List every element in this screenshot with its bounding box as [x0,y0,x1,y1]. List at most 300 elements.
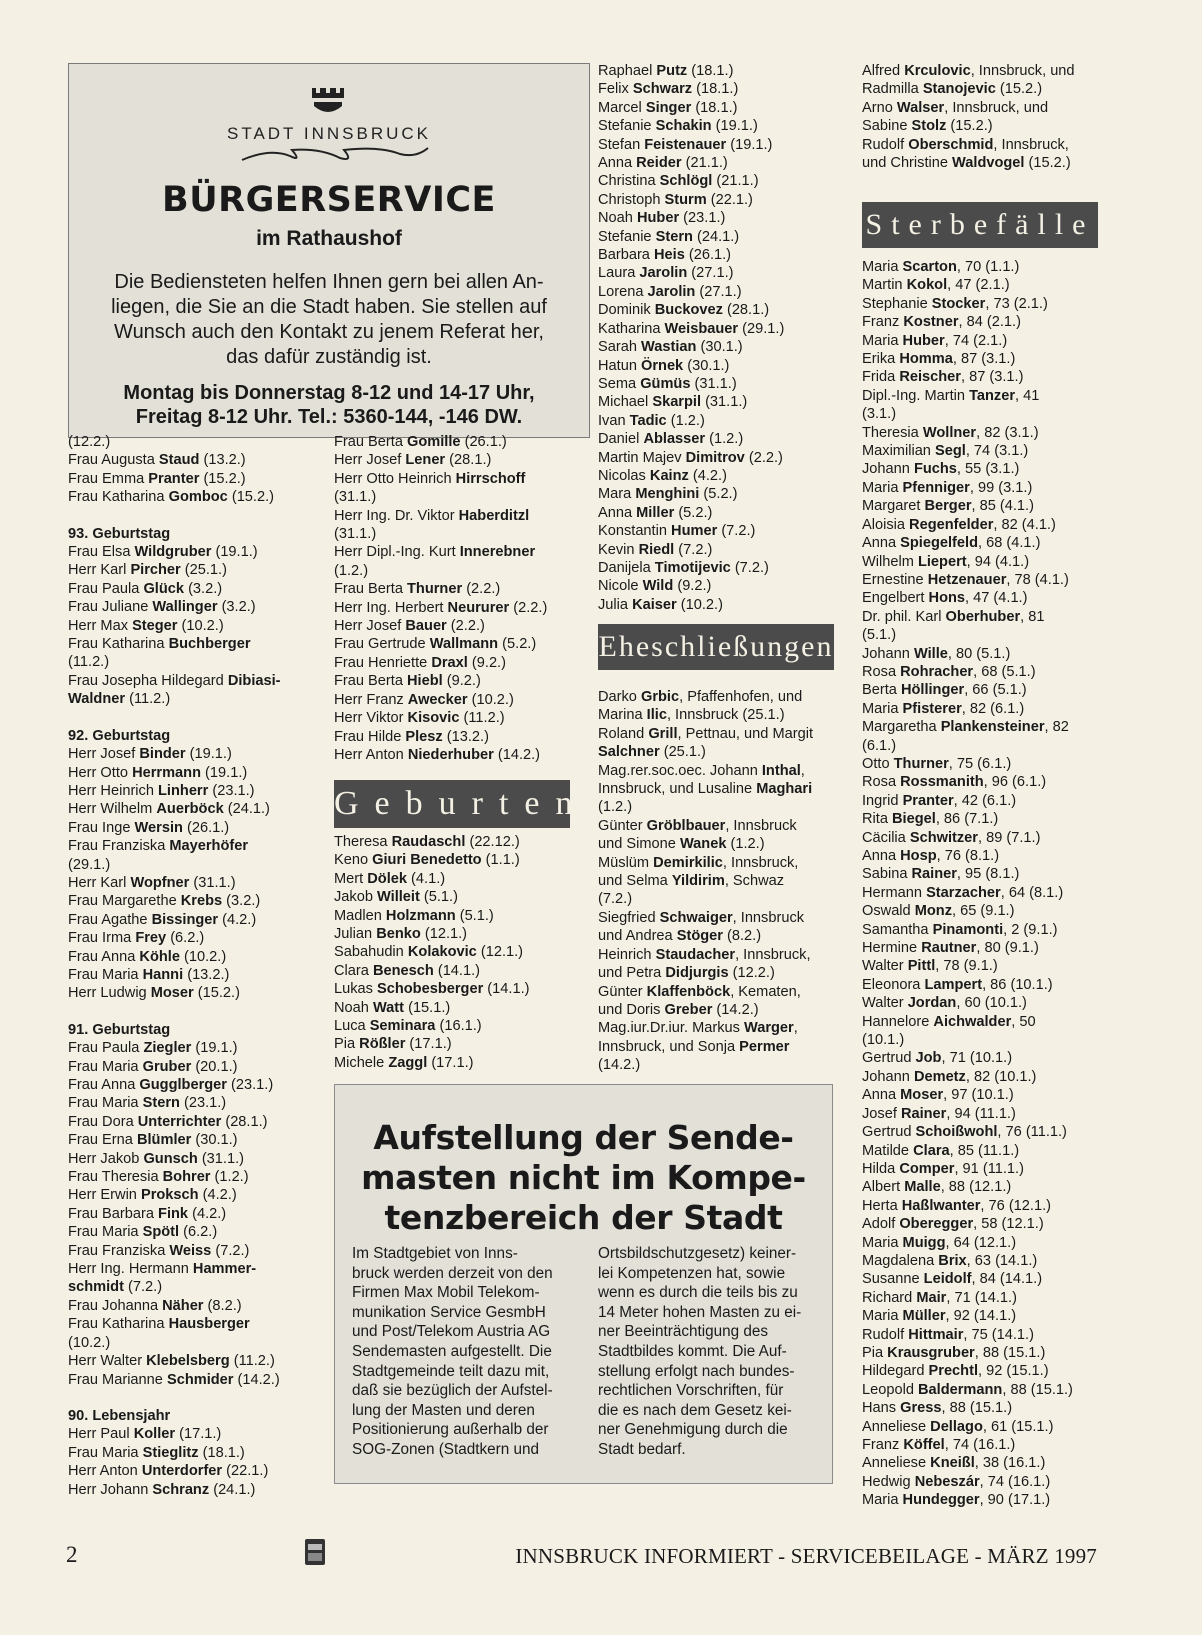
detail: Dominik [598,302,655,319]
detail: Lukas [334,981,377,998]
detail: , 82 (3.1.) [976,424,1039,441]
detail: (15.2.) [199,470,246,487]
list-item [598,1056,813,1074]
surname: Stern [142,1095,180,1112]
surname: Job [915,1050,942,1067]
detail: Hans [862,1400,901,1417]
list-item [68,1481,281,1499]
detail: , 82 [1044,719,1069,736]
list-item [598,541,784,559]
surname: Aichwalder [933,1013,1012,1030]
detail: (15.1.) [404,999,451,1016]
list-item [334,980,529,998]
detail: Leopold [862,1381,918,1398]
detail: (6.2.) [179,1224,218,1241]
detail: Herr Josef [334,452,406,469]
article-line: lei Kompetenzen hat, sowie [598,1264,786,1282]
city-crest-logo-icon [304,1538,326,1566]
list-item [862,865,1073,883]
article-line: ner Genehmigung durch die [598,1421,788,1439]
detail: (7.2.) [123,1279,163,1296]
detail: Stefanie [598,228,656,245]
surname: Hammer- [192,1261,257,1278]
list-item [68,1315,281,1333]
detail: (7.2.) [211,1242,250,1259]
surname: Plesz [405,728,443,745]
detail: Lorena [598,283,648,300]
surname: Regenfelder [909,516,994,533]
surname: Plankensteiner [940,719,1045,736]
detail: , 88 (15.1.) [941,1400,1013,1417]
article-line: die es nach dem Gesetz kei- [598,1401,792,1419]
detail: Frau Katharina [68,636,169,653]
detail: (24.1.) [692,228,740,245]
surname: Müller [902,1308,946,1325]
detail: Frau Berta [334,673,407,690]
surname: Rainer [900,1105,947,1122]
detail: (30.1.) [696,339,743,356]
detail: (1.2.) [210,1169,249,1186]
births-list [334,833,529,1072]
list-item [68,727,281,745]
detail: Anneliese [862,1455,931,1472]
detail: (19.1.) [211,544,258,561]
detail: Herr Franz [334,691,408,708]
list-item [862,810,1073,828]
list-item [862,737,1073,755]
surname: Prechtl [928,1363,979,1380]
detail: (31.1.) [197,1150,244,1167]
list-item [334,617,547,635]
detail: (4.2.) [218,911,257,928]
detail: (8.2.) [203,1297,242,1314]
list-item [68,1462,281,1480]
detail: , 64 (8.1.) [1000,884,1064,901]
detail: , 38 (16.1.) [974,1455,1046,1472]
surname: Feistenauer [644,136,727,153]
list-item [598,62,784,80]
detail: Dipl.-Ing. Martin [862,387,970,404]
surname: Scarton [902,259,957,275]
list-item [598,890,813,908]
detail: Darko [598,689,641,705]
list-item [862,957,1073,975]
publication-title: INNSBRUCK INFORMIERT - SERVICEBEILAGE - MÄRZ 1997 [515,1544,1097,1568]
detail: und Christine [862,155,953,172]
article-line: Sendemasten aufgestellt. Die [352,1342,552,1360]
surname: Köhle [139,948,180,965]
list-item [68,1058,281,1076]
detail: , 76 (11.1.) [997,1124,1067,1141]
list-item [862,154,1075,172]
detail: Anna [598,155,637,172]
surname: Leidolf [923,1271,972,1288]
list-item [598,872,813,890]
list-item [598,964,813,982]
detail: Susanne [862,1271,924,1288]
detail: Stephanie [862,295,932,312]
detail: (10.2.) [177,617,224,634]
detail: Frau Inge [68,819,135,836]
list-item [68,837,281,855]
list-item [862,645,1073,663]
detail: und Simone [598,836,680,853]
detail: (30.1.) [683,357,730,374]
list-item [68,433,281,451]
detail: (29.1.) [738,320,785,337]
surname: Dimitrov [685,449,745,466]
detail: Roland [598,725,649,742]
buergerservice-title: BÜRGERSERVICE [162,180,496,220]
detail: (14.2.) [598,1057,641,1074]
list-item [68,1242,281,1260]
list-item [334,907,529,925]
detail: (2.2.) [446,618,485,635]
detail: (30.1.) [191,1132,238,1149]
list-item [598,854,813,872]
list-item [862,516,1073,534]
detail: Johann [862,461,914,478]
detail: , 95 (8.1.) [956,866,1020,883]
detail: , 55 (3.1.) [956,461,1020,478]
list-item [862,350,1073,368]
article-line: Ortsbildschutzgesetz) keiner- [598,1245,797,1262]
detail: Sarah [598,339,641,356]
list-item [334,562,547,580]
surname: Moser [150,985,194,1002]
detail: Maria [862,332,903,349]
detail: Hilda [862,1160,900,1177]
surname: Wille [913,645,948,662]
detail: Alfred [862,63,905,79]
list-item [68,561,281,579]
detail: Johann [862,645,914,662]
list-item [68,1389,281,1407]
detail: Mag.iur.Dr.iur. Markus [598,1020,744,1037]
detail: (28.1.) [221,1113,268,1130]
article-line: Im Stadtgebiet von Inns- [352,1245,518,1262]
surname: Lampert [924,976,983,993]
surname: Baldermann [918,1381,1003,1398]
surname: Schwitzer [909,829,978,846]
surname: Hiebl [407,673,443,690]
surname: Ziegler [143,1040,192,1057]
list-item [598,577,784,595]
surname: Krebs [180,893,223,910]
article-text-right [598,1244,816,1460]
list-item [68,1407,281,1425]
surname: Rossmanith [900,774,984,791]
detail: , 74 (3.1.) [965,443,1029,460]
list-item [862,276,1073,294]
list-item [68,690,281,708]
surname: Kolakovic [407,944,477,961]
detail: (21.1.) [681,155,728,172]
detail: Frau Maria [68,1095,143,1112]
surname: Heis [653,247,685,264]
list-item [862,1252,1073,1270]
detail: Margaretha [862,719,941,736]
surname: Singer [645,99,692,116]
detail: Pia [334,1036,360,1053]
list-item [598,80,784,98]
detail: Herr Ing. Dr. Viktor [334,507,459,524]
list-item [68,709,281,727]
surname: Auerböck [156,801,224,818]
detail: Radmilla [862,81,923,98]
detail: , 64 (12.1.) [945,1234,1017,1251]
list-item [598,357,784,375]
detail: , 71 (14.1.) [946,1289,1017,1306]
list-item [334,580,547,598]
surname: Pranter [148,470,200,487]
detail: Hatun [598,357,641,374]
surname: Draxl [431,654,468,671]
surname: Hirrschoff [455,470,526,487]
surname: Niederhuber [407,746,494,763]
surname: Binder [139,746,186,763]
inn-wave-icon [240,144,430,166]
list-item [862,1270,1073,1288]
detail: Frau Berta [334,434,407,450]
detail: Anna [598,504,637,521]
list-item [68,1150,281,1168]
list-item [862,1178,1073,1196]
detail: Innsbruck, und Sonja [598,1038,740,1055]
detail: , 91 (11.1.) [954,1160,1024,1177]
detail: , 92 (14.1.) [945,1308,1017,1325]
list-item [862,589,1073,607]
surname: Demetz [913,1068,966,1085]
detail: Frau Paula [68,580,144,597]
surname: Mayerhöfer [169,838,249,855]
list-item [334,654,547,672]
detail: , Innsbruck [725,817,797,834]
detail: , 96 (6.1.) [983,774,1047,791]
surname: Muigg [902,1234,946,1251]
detail: Clara [334,962,373,979]
surname: Oberhuber [945,608,1021,625]
detail: (1.2.) [666,412,705,429]
surname: 91. Geburtstag [68,1021,171,1038]
marriages-list-col4 [862,62,1075,172]
surname: Benesch [372,962,434,979]
detail: Herr Jakob [68,1150,144,1167]
detail: (14.1.) [483,981,530,998]
surname: Watt [372,999,405,1016]
list-item [598,946,813,964]
detail: Frau Gertrude [334,636,430,653]
detail: (27.1.) [695,283,742,300]
list-item [68,1297,281,1315]
detail: , 88 (15.1.) [974,1344,1046,1361]
detail: (1.2.) [334,562,369,579]
list-item [334,833,529,851]
list-item [68,1113,281,1131]
surname: Jarolin [647,283,696,300]
surname: Schobesberger [377,981,484,998]
detail: (3.1.) [862,406,897,423]
detail: (11.2.) [68,654,110,671]
list-item [862,534,1073,552]
detail: Rita [862,811,893,828]
article-line: stellung erfolgt nach bundes- [598,1362,795,1380]
detail: Frau Anna [68,1077,140,1093]
list-item [68,745,281,763]
list-item [68,800,281,818]
surname: Reider [636,155,682,172]
list-item [68,1352,281,1370]
surname: Spötl [142,1224,180,1241]
detail: Frau Dora [68,1113,138,1130]
detail: (5.1.) [862,627,897,644]
detail: (19.1.) [185,746,232,763]
list-item [862,829,1073,847]
list-item [598,559,784,577]
list-item [862,497,1073,515]
detail: Herr Josef [68,746,140,763]
detail: , 70 (1.1.) [956,259,1020,275]
detail: Walter [862,995,908,1012]
detail: Christoph [598,191,665,208]
surname: Rainer [911,866,957,883]
surname: Dölek [367,870,407,887]
surname: Wallmann [429,636,499,653]
detail: Stefan [598,136,645,153]
list-item [862,663,1073,681]
detail: Rosa [862,774,901,791]
detail: Engelbert [862,590,929,607]
list-item [68,1444,281,1462]
list-item [334,709,547,727]
detail: (31.1.) [690,375,737,392]
surname: Steger [132,617,178,634]
detail: Herr Anton [68,1463,142,1480]
surname: Ablasser [643,431,706,448]
list-item [68,507,281,525]
list-item [862,1344,1073,1362]
detail: Rudolf [862,136,909,153]
detail: Matilde [862,1142,914,1159]
detail: (19.1.) [711,118,758,135]
detail: Maria [862,700,903,717]
detail: , 65 (9.1.) [952,903,1015,920]
detail: (12.1.) [476,944,524,961]
detail: , 75 (14.1.) [963,1326,1034,1343]
surname: Fink [158,1205,189,1222]
birthday-list-col2 [334,433,547,764]
detail: (31.1.) [334,489,377,506]
surname: Rautner [921,940,977,957]
list-item [862,700,1073,718]
list-item [862,117,1075,135]
surname: Oberschmid [908,136,994,153]
list-item [598,467,784,485]
list-item [598,264,784,282]
list-item [862,1436,1073,1454]
surname: Staudacher [655,946,736,963]
article-line: Firmen Max Mobil Telekom- [352,1284,540,1302]
surname: Schwaiger [659,909,733,926]
detail: Sabina [862,866,912,883]
list-item [598,1038,813,1056]
surname: Grbic [640,689,680,705]
list-item [862,62,1075,80]
detail: (3.2.) [217,599,256,616]
detail: (7.2.) [674,541,713,558]
list-item [598,209,784,227]
list-item [862,258,1073,276]
surname: Lener [405,452,446,469]
list-item [862,442,1073,460]
detail: Hermine [862,940,922,957]
detail: , 87 (3.1.) [960,369,1024,386]
detail: (15.2.) [227,489,275,506]
list-item [598,1019,813,1037]
detail: , 90 (17.1.) [979,1492,1051,1509]
surname: Proksch [140,1187,199,1204]
detail: (8.2.) [722,928,762,945]
detail: Maria [862,479,903,496]
detail: und Andrea [598,928,677,945]
detail: (14.1.) [433,962,481,979]
surname: Ilic [646,707,667,724]
detail: Anna [862,1087,901,1104]
detail: Albert [862,1179,905,1196]
banner-eheschliessungen: Eheschließungen [598,624,834,670]
surname: Buckovez [654,302,723,319]
detail: Christina [598,173,660,190]
detail: (3.2.) [222,893,261,910]
marriages-list [598,688,813,1075]
detail: Frau Katharina [68,1316,169,1333]
surname: schmidt [68,1279,124,1296]
list-item [862,1215,1073,1233]
surname: Bissinger [151,911,219,928]
banner-geburten: Geburten [334,780,570,828]
detail: (6.1.) [862,737,897,754]
list-item [598,798,813,816]
detail: (23.1.) [226,1077,274,1093]
surname: Huber [636,210,680,227]
list-item [862,1454,1073,1472]
list-item [862,626,1073,644]
list-item [334,599,547,617]
detail: Erika [862,351,900,368]
list-item [862,99,1075,117]
surname: Didjurgis [665,965,729,982]
surname: Pinamonti [932,921,1004,938]
surname: Gomille [407,434,461,450]
detail: Herr Johann [68,1481,153,1498]
list-item [862,1289,1073,1307]
surname: Miller [636,504,675,521]
detail: (11.2.) [125,691,171,708]
detail: , 88 (12.1.) [940,1179,1012,1196]
surname: Berger [924,498,972,515]
detail: Frau Emma [68,470,149,487]
article-line: Positionierung außerhalb der [352,1421,549,1439]
surname: Permer [739,1038,790,1055]
list-item [862,921,1073,939]
surname: Weiss [169,1242,212,1259]
list-item [68,1076,281,1094]
detail: , 84 (14.1.) [971,1271,1043,1288]
detail: Frau Margarethe [68,893,181,910]
surname: Demirkilic [653,854,723,871]
list-item [862,460,1073,478]
detail: (19.1.) [201,764,248,781]
